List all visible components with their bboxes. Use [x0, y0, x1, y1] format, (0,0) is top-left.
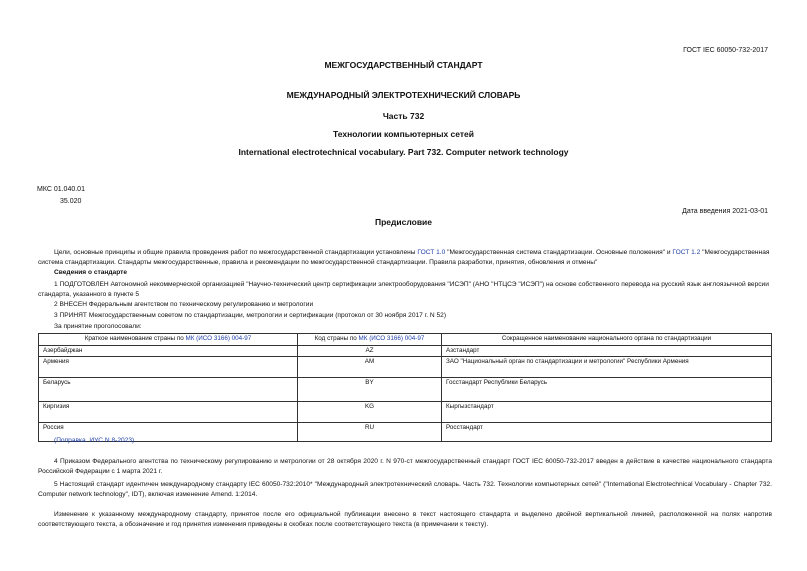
- country-cell: Азербайджан: [39, 346, 298, 357]
- code-cell: RU: [298, 423, 442, 442]
- table-row: [39, 357, 772, 378]
- subtitle-russian: Технологии компьютерных сетей: [333, 129, 474, 139]
- gost-1-0-link[interactable]: ГОСТ 1.0: [417, 249, 446, 256]
- header-text: Краткое наименование страны по: [84, 335, 186, 342]
- column-header-country: [39, 334, 298, 346]
- voted-label: За принятие проголосовали:: [54, 323, 142, 330]
- introduction-date: Дата введения 2021-03-01: [682, 208, 768, 215]
- code-cell: KG: [298, 402, 442, 423]
- country-cell: Беларусь: [39, 378, 298, 402]
- item-5-identical: 5 Настоящий стандарт идентичен международному стандарту IEC 60050-732:2010* "Международный электротехнический словарь. Часть 732. Технологии компьютерных сетей" ("International Electrotechnical Vocabulary - Chapter 732. Computer network technology", IDT), включая изменение Amend. 1:2014.: [38, 481, 772, 498]
- amendment-link[interactable]: (Поправка. ИУС N 8-2023).: [54, 437, 137, 444]
- table-row: [39, 346, 772, 357]
- item-4-order: 4 Приказом Федерального агентства по техническому регулированию и метрологии от 28 октября 2020 г. N 970-ст межгосударственный стандарт ГОСТ IEC 60050-732-2017 введен в действие в качестве национального стандарта Российской Федерации с 1 марта 2021 г.: [38, 458, 772, 475]
- mks-code-secondary: 35.020: [60, 198, 82, 205]
- table-header-row: [39, 334, 772, 346]
- body-cell: Госстандарт Республики Беларусь: [442, 378, 772, 402]
- body-cell: Азстандарт: [442, 346, 772, 357]
- code-cell: AM: [298, 357, 442, 378]
- header-text: Код страны по: [314, 335, 359, 342]
- body-cell: Росстандарт: [442, 423, 772, 442]
- country-cell: Киргизия: [39, 402, 298, 423]
- code-cell: AZ: [298, 346, 442, 357]
- amendment-note: [38, 436, 772, 446]
- countries-table: [38, 333, 772, 442]
- paragraph-text: Цели, основные принципы и общие правила проведения работ по межгосударственной стандартизации установлены: [54, 249, 418, 256]
- info-heading: Сведения о стандарте: [54, 269, 128, 276]
- foreword-title: Предисловие: [374, 217, 433, 227]
- column-header-body: Сокращенное наименование национального органа по стандартизации: [442, 334, 772, 346]
- item-2-submitted: 2 ВНЕСЕН Федеральным агентством по техническому регулированию и метрологии: [54, 301, 314, 308]
- table-row: [39, 402, 772, 423]
- country-cell: Россия: [39, 423, 298, 442]
- country-cell: Армения: [39, 357, 298, 378]
- changes-note: Изменение к указанному международному стандарту, принятое после его официальной публикации внесено в текст настоящего стандарта и выделено двойной вертикальной линией, расположенной на полях напротив соответствующего текста, а обозначение и год принятия изменения приведены в скобках после соответствующего текста (в примечании к тексту).: [38, 511, 772, 528]
- body-cell: ЗАО "Национальный орган по стандартизации и метрологии" Республики Армения: [442, 357, 772, 378]
- mks-code: МКС 01.040.01: [37, 186, 85, 193]
- standard-type-title: МЕЖГОСУДАРСТВЕННЫЙ СТАНДАРТ: [324, 60, 483, 70]
- paragraph-text: "Межгосударственная система стандартизации. Основные положения" и: [445, 249, 673, 256]
- foreword-paragraph: [38, 248, 772, 268]
- part-title: Часть 732: [382, 111, 425, 121]
- gost-1-2-link[interactable]: ГОСТ 1.2: [672, 249, 701, 256]
- item-1-prepared: 1 ПОДГОТОВЛЕН Автономной некоммерческой организацией "Научно-технический центр сертификации электрооборудования "ИСЭП" (АНО "НТЦСЭ "ИСЭП") на основе собственного перевода на русский язык англоязычной версии стандарта, указанного в пункте 5: [38, 281, 769, 298]
- document-number: ГОСТ IEC 60050-732-2017: [683, 47, 768, 54]
- paragraph-text: "Межгосударственная система стандартизации. Стандарты межгосударственные, правила и рекомендации по межгосударственной стандартизации. Правила разработки, принятия, обновления и отмены": [38, 249, 770, 266]
- table-row: [39, 378, 772, 402]
- mk-iso-3166-link[interactable]: МК (ИСО 3166) 004-97: [185, 335, 252, 342]
- subtitle-english: International electrotechnical vocabulary. Part 732. Computer network technology: [238, 147, 569, 157]
- code-cell: BY: [298, 378, 442, 402]
- vocabulary-title: МЕЖДУНАРОДНЫЙ ЭЛЕКТРОТЕХНИЧЕСКИЙ СЛОВАРЬ: [286, 90, 521, 100]
- body-cell: Кыргызстандарт: [442, 402, 772, 423]
- column-header-code: [298, 334, 442, 346]
- item-3-adopted: 3 ПРИНЯТ Межгосударственным советом по стандартизации, метрологии и сертификации (протокол от 30 ноября 2017 г. N 52): [54, 312, 447, 319]
- mk-iso-3166-link[interactable]: МК (ИСО 3166) 004-97: [358, 335, 425, 342]
